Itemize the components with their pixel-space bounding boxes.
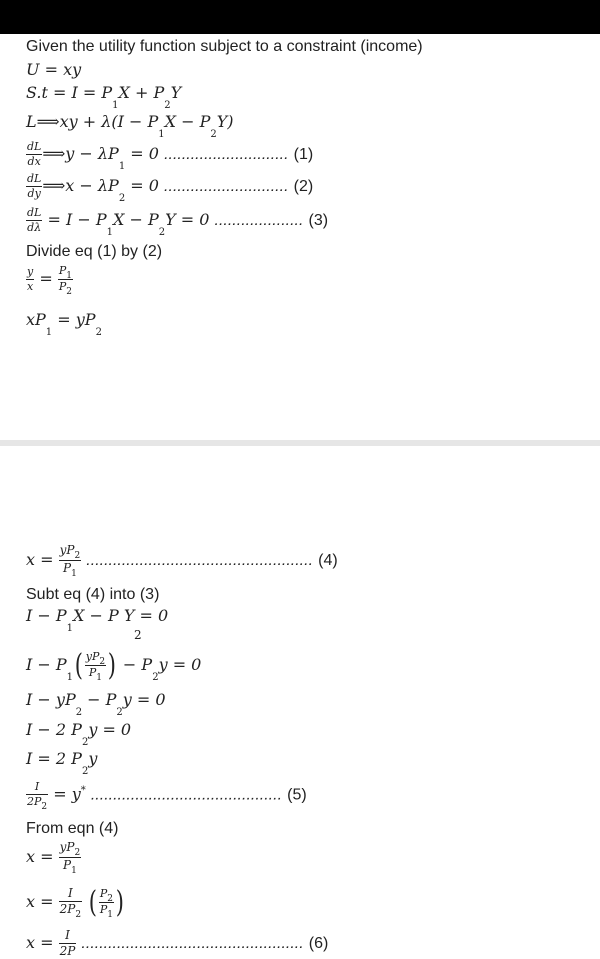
constraint-mid: X + P (118, 83, 165, 102)
equation-4: x = $\frac{yP_2}{P_1}$ ................................................... (4) (26, 543, 338, 579)
f1-fraction: $\frac{yP_2}{P_1}$ (59, 840, 81, 876)
equation-5: $\frac{I}{2P_2}$ = y* ........................................... (5) (27, 780, 307, 812)
foc-1-derivative: $\frac{dL}{dx}$ (27, 140, 42, 168)
foc-2-sub: 2 (118, 193, 126, 204)
section-divider (0, 440, 600, 446)
utility-equation: U = xy (26, 60, 82, 79)
eq5-dots: ........................................... (90, 786, 283, 804)
foc-2-derivative: $\frac{dL}{dy}$ (27, 172, 42, 200)
eq6-tag: (6) (308, 935, 329, 952)
eq4-dots: ................................................... (86, 552, 314, 569)
foc-3-tag: (3) (308, 212, 329, 229)
constraint-lhs: S.t = I = P (26, 83, 113, 102)
cross-multiplied-equation: $xP_1 = yP_2$ (26, 310, 102, 338)
divide-instruction: Divide eq (1) by (2) (26, 243, 163, 260)
foc-3-derivative: $\frac{dL}{d\lambda}$ (27, 206, 42, 234)
foc-1-tag: (1) (293, 146, 314, 163)
from-step-1: x = $\frac{yP_2}{P_1}$ (26, 840, 81, 876)
from-step-2: x = $\frac{I}{2P_2}$ ( $\frac{P_2}{P_1}$ ) (26, 884, 124, 920)
foc-2-expr: ⟹x − λP (42, 176, 119, 195)
constraint-rhs: Y (170, 83, 182, 102)
constraint-equation (26, 83, 182, 111)
eq5-tag: (5) (287, 786, 307, 804)
foc-2 (26, 172, 314, 204)
equation-6: x = $\frac{I}{2P}$ .................................................. (6) (26, 928, 329, 958)
constraint-sub-2: 2 (164, 100, 171, 111)
foc-3-sub-2: 2 (158, 227, 166, 238)
top-black-bar (0, 0, 600, 34)
foc-3-expr: = I − P (42, 210, 107, 229)
lagrangian-tail: Y) (216, 112, 234, 131)
foc-1-dots: ............................ (164, 146, 289, 163)
substitution-step-5: I = 2 $P_2y$ (26, 749, 98, 777)
lagrangian-sub-2: 2 (210, 129, 217, 140)
y-over-x: $\frac{y}{x}$ (27, 265, 34, 293)
substitution-instruction: Subt eq (4) into (3) (26, 586, 160, 603)
eq6-fraction: $\frac{I}{2P}$ (59, 928, 76, 958)
s2-fraction: $\frac{yP_2}{P_1}$ (85, 650, 106, 683)
f2-fraction-2: $\frac{P_2}{P_1}$ (99, 887, 114, 920)
foc-3 (26, 206, 329, 238)
foc-1-tail: = 0 (125, 144, 159, 163)
eq6-dots: .................................................. (81, 935, 304, 952)
constraint-sub-1: 1 (112, 100, 119, 111)
foc-1-expr: ⟹y − λP (42, 144, 119, 163)
eq5-fraction: $\frac{I}{2P_2}$ (27, 780, 48, 812)
substitution-step-1: $I - P_1X - P$ Y = 0 (26, 606, 169, 634)
lagrangian-sub-1: 1 (158, 129, 165, 140)
foc-1-sub: 1 (118, 161, 126, 172)
substitution-step-1-subscript: 2 (134, 628, 142, 642)
p1-over-p2: $\frac{P_1}{P_2}$ (58, 264, 72, 297)
substitution-step-4: I − 2 $P_2y = 0$ (26, 720, 132, 748)
foc-3-dots: .................... (214, 212, 304, 229)
foc-3-tail: Y = 0 (165, 210, 210, 229)
eq4-tag: (4) (318, 552, 338, 569)
foc-2-tag: (2) (293, 178, 314, 195)
price-ratio-equation: $\frac{y}{x}$ = $\frac{P_1}{P_2}$ (27, 264, 72, 297)
substitution-step-2: $I - P_1$( $\frac{yP_2}{P_1}$ ) − $P_2y = 0$ (26, 647, 202, 683)
foc-2-tail: = 0 (125, 176, 159, 195)
foc-2-dots: ............................ (164, 178, 289, 195)
foc-3-mid: X − P (112, 210, 159, 229)
lagrangian-head: L⟹xy + λ(I − P (26, 112, 159, 131)
lagrangian-equation (26, 112, 234, 140)
f2-fraction-1: $\frac{I}{2P_2}$ (59, 886, 82, 920)
heading-text: Given the utility function subject to a constraint (income) (26, 38, 423, 55)
eq4-fraction: $\frac{yP_2}{P_1}$ (59, 543, 81, 579)
foc-3-sub-1: 1 (106, 227, 113, 238)
from-equation-instruction: From eqn (4) (26, 820, 119, 837)
substitution-step-3: $I - yP_2 - P_2y = 0$ (26, 690, 166, 718)
foc-1 (26, 140, 314, 172)
lagrangian-mid: X − P (164, 112, 211, 131)
